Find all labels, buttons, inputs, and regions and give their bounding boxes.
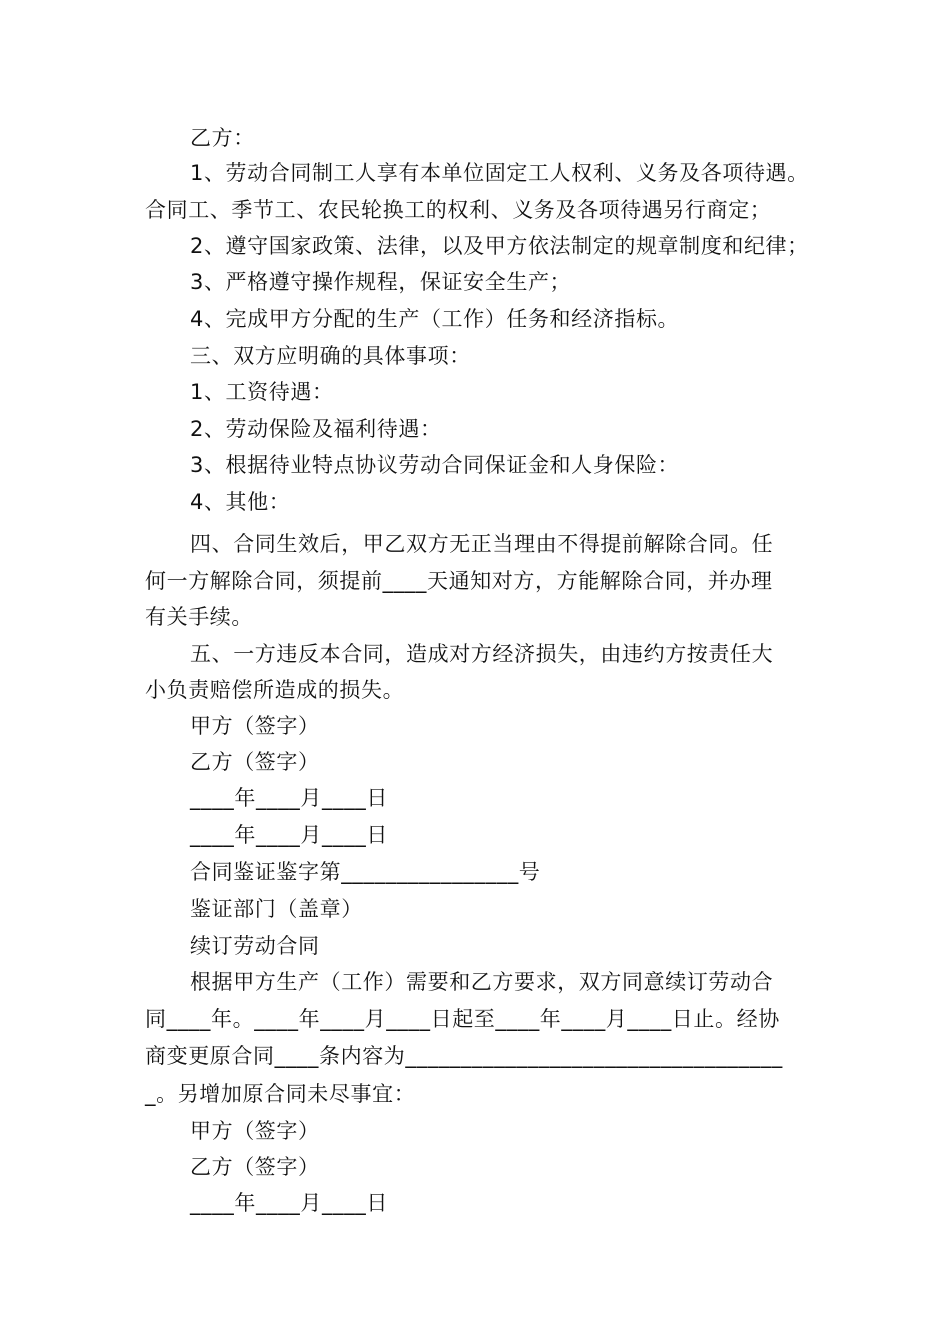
signature-line: 甲方（签字） (190, 1119, 320, 1143)
section-heading: 续订劳动合同 (190, 934, 320, 958)
doc-line: 根据甲方生产（工作）需要和乙方要求，双方同意续订劳动合 (190, 970, 774, 994)
doc-line: 1、工资待遇： (190, 380, 334, 404)
signature-line: 乙方（签字） (190, 1155, 320, 1179)
date-line: ____年____月____日 (190, 1191, 388, 1215)
doc-line: _。另增加原合同未尽事宜： (145, 1082, 416, 1106)
doc-line: 商变更原合同____条内容为__________________________________ (145, 1044, 783, 1068)
doc-line: 3、严格遵守操作规程，保证安全生产； (190, 270, 572, 294)
section-heading: 三、双方应明确的具体事项： (190, 344, 471, 368)
doc-line: 何一方解除合同，须提前____天通知对方，方能解除合同，并办理 (145, 569, 773, 593)
date-line: ____年____月____日 (190, 786, 388, 810)
doc-line: 3、根据待业特点协议劳动合同保证金和人身保险： (190, 453, 680, 477)
doc-line: 有关手续。 (145, 605, 253, 629)
doc-line: 五、一方违反本合同，造成对方经济损失，由违约方按责任大 (190, 642, 774, 666)
doc-line: 2、劳动保险及福利待遇： (190, 417, 442, 441)
doc-line: 小负责赔偿所造成的损失。 (145, 678, 405, 702)
doc-line: 鉴证部门（盖章） (190, 897, 363, 921)
doc-line: 合同工、季节工、农民轮换工的权利、义务及各项待遇另行商定； (145, 198, 772, 222)
doc-line: 合同鉴证鉴字第________________号 (190, 860, 541, 884)
doc-line: 同____年。____年____月____日起至____年____月____日止。经协 (145, 1007, 780, 1031)
doc-line: 2、遵守国家政策、法律，以及甲方依法制定的规章制度和纪律； (190, 234, 809, 258)
signature-line: 甲方（签字） (190, 714, 320, 738)
doc-line: 4、完成甲方分配的生产（工作）任务和经济指标。 (190, 307, 680, 331)
doc-line: 四、合同生效后，甲乙双方无正当理由不得提前解除合同。任 (190, 532, 774, 556)
date-line: ____年____月____日 (190, 823, 388, 847)
signature-line: 乙方（签字） (190, 750, 320, 774)
doc-line: 4、其他： (190, 490, 291, 514)
doc-line: 乙方： (190, 126, 255, 150)
doc-line: 1、劳动合同制工人享有本单位固定工人权利、义务及各项待遇。 (190, 161, 809, 185)
